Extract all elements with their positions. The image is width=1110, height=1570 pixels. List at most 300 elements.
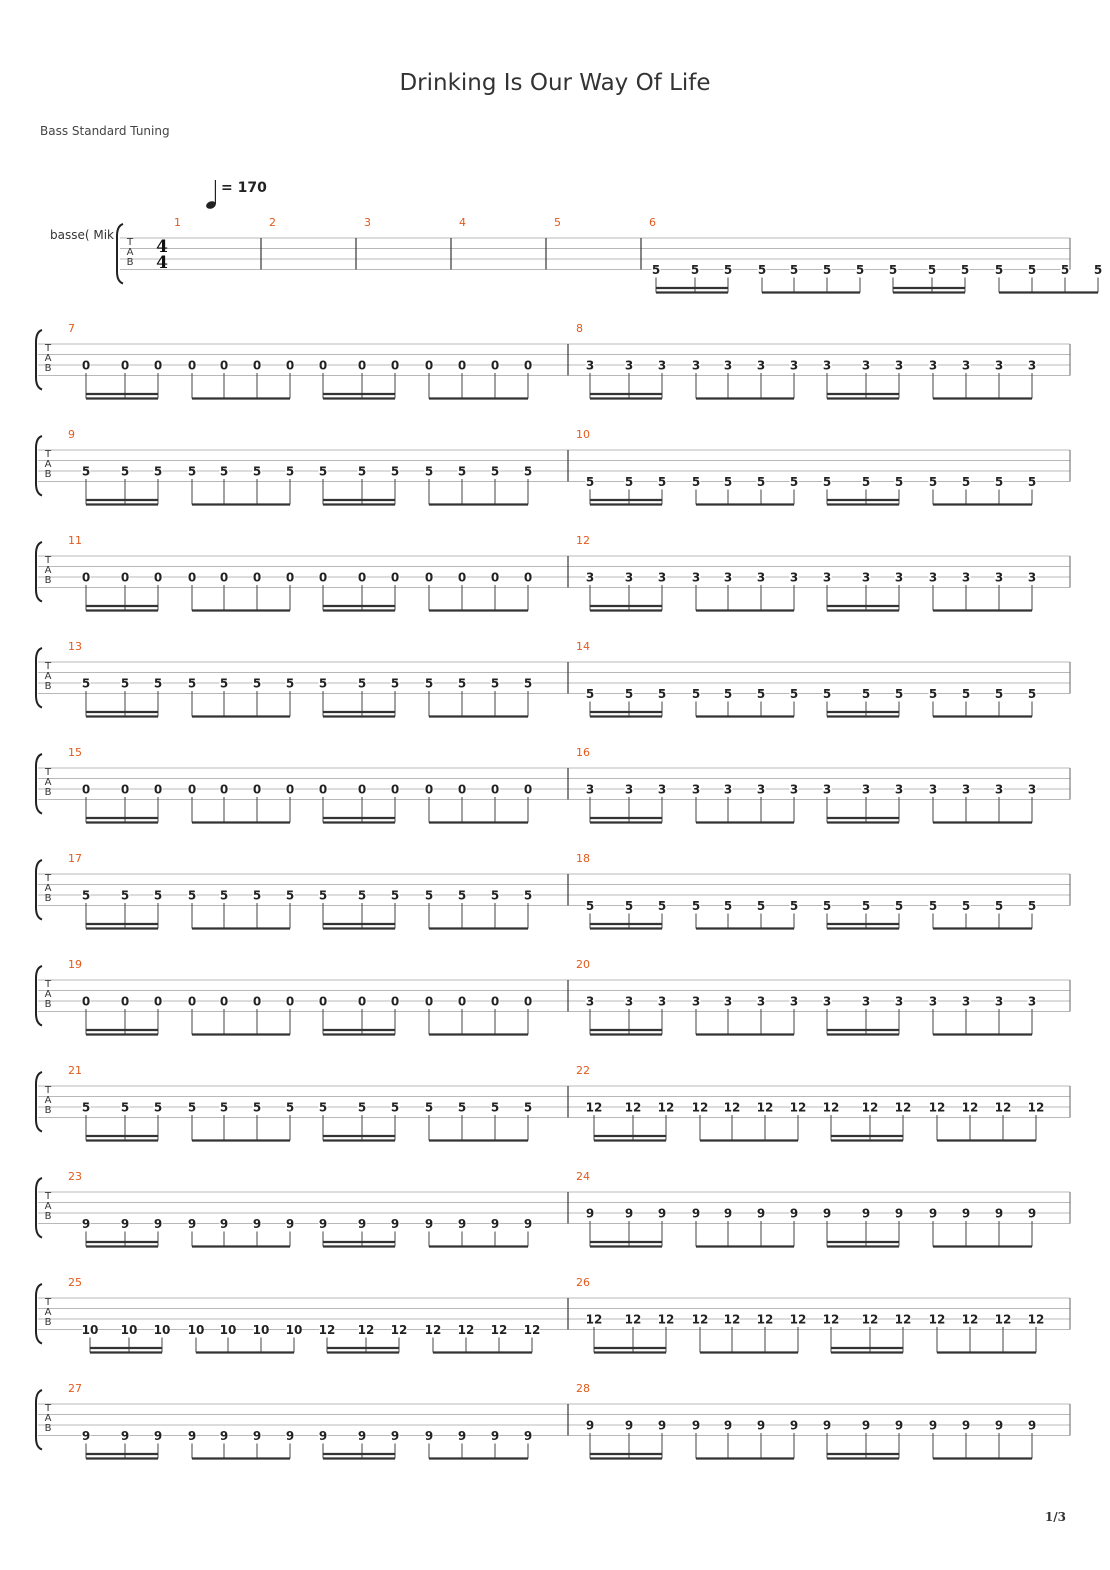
fret-number: 9 xyxy=(894,1418,904,1433)
fret-number: 5 xyxy=(457,888,467,903)
fret-number: 5 xyxy=(120,464,130,479)
fret-number: 3 xyxy=(861,782,871,797)
fret-number: 3 xyxy=(928,994,938,1009)
fret-number: 12 xyxy=(657,1100,675,1115)
fret-number: 5 xyxy=(1027,475,1037,489)
page-number: 1/3 xyxy=(1044,1510,1066,1524)
fret-number: 5 xyxy=(657,475,667,489)
system-bracket xyxy=(36,330,42,390)
measure-number: 26 xyxy=(576,1276,590,1289)
fret-number: 5 xyxy=(861,687,871,701)
fret-number: 9 xyxy=(457,1429,467,1443)
fret-number: 5 xyxy=(1027,687,1037,701)
fret-number: 3 xyxy=(789,358,799,373)
fret-number: 0 xyxy=(523,570,533,585)
system-bracket xyxy=(36,860,42,920)
fret-number: 9 xyxy=(252,1217,262,1231)
fret-number: 9 xyxy=(424,1217,434,1231)
fret-number: 12 xyxy=(861,1312,879,1327)
fret-number: 0 xyxy=(285,358,295,373)
system-bracket xyxy=(36,966,42,1026)
fret-number: 12 xyxy=(723,1312,741,1327)
fret-number: 0 xyxy=(457,358,467,373)
fret-number: 5 xyxy=(961,899,971,913)
fret-number: 0 xyxy=(153,994,163,1009)
fret-number: 9 xyxy=(490,1429,500,1443)
tab-clef-letter: B xyxy=(44,575,52,586)
fret-number: 5 xyxy=(285,676,295,691)
fret-number: 5 xyxy=(822,899,832,913)
fret-number: 0 xyxy=(390,994,400,1009)
fret-number: 0 xyxy=(490,782,500,797)
fret-number: 12 xyxy=(691,1100,709,1115)
fret-number: 9 xyxy=(81,1429,91,1443)
tab-clef-letter: T xyxy=(44,555,52,566)
fret-number: 5 xyxy=(357,888,367,903)
fret-number: 5 xyxy=(252,676,262,691)
fret-number: 0 xyxy=(318,994,328,1009)
system-bracket xyxy=(36,1178,42,1238)
fret-number: 9 xyxy=(357,1217,367,1231)
fret-number: 9 xyxy=(756,1206,766,1221)
fret-number: 9 xyxy=(723,1206,733,1221)
tab-clef-letter: A xyxy=(44,777,52,788)
fret-number: 9 xyxy=(523,1429,533,1443)
measure-number: 27 xyxy=(68,1382,82,1395)
system-bracket xyxy=(36,1390,42,1450)
measure-number: 25 xyxy=(68,1276,82,1289)
measure-number: 21 xyxy=(68,1064,82,1077)
fret-number: 5 xyxy=(252,888,262,903)
track-name: basse( Mik xyxy=(50,228,114,242)
fret-number: 5 xyxy=(928,475,938,489)
fret-number: 9 xyxy=(120,1217,130,1231)
fret-number: 5 xyxy=(424,1100,434,1115)
fret-number: 12 xyxy=(585,1312,603,1327)
fret-number: 12 xyxy=(523,1323,541,1337)
tab-clef-letter: A xyxy=(44,671,52,682)
fret-number: 12 xyxy=(1027,1100,1045,1115)
tab-clef-letter: T xyxy=(44,767,52,778)
tab-clef-letter: B xyxy=(44,681,52,692)
measure-number: 28 xyxy=(576,1382,590,1395)
fret-number: 12 xyxy=(822,1100,840,1115)
fret-number: 3 xyxy=(822,570,832,585)
measure-number: 13 xyxy=(68,640,82,653)
fret-number: 5 xyxy=(894,475,904,489)
fret-number: 5 xyxy=(285,1100,295,1115)
fret-number: 5 xyxy=(585,687,595,701)
tab-clef-letter: T xyxy=(44,343,52,354)
fret-number: 9 xyxy=(961,1206,971,1221)
fret-number: 12 xyxy=(390,1323,408,1337)
fret-number: 3 xyxy=(756,994,766,1009)
fret-number: 9 xyxy=(894,1206,904,1221)
fret-number: 0 xyxy=(357,782,367,797)
fret-number: 12 xyxy=(894,1100,912,1115)
fret-number: 5 xyxy=(120,888,130,903)
fret-number: 5 xyxy=(690,263,700,277)
fret-number: 9 xyxy=(756,1418,766,1433)
fret-number: 3 xyxy=(657,994,667,1009)
measure-number: 20 xyxy=(576,958,590,971)
fret-number: 5 xyxy=(120,1100,130,1115)
fret-number: 5 xyxy=(961,687,971,701)
fret-number: 3 xyxy=(624,358,634,373)
fret-number: 9 xyxy=(318,1217,328,1231)
fret-number: 12 xyxy=(994,1312,1012,1327)
fret-number: 9 xyxy=(789,1418,799,1433)
fret-number: 3 xyxy=(691,358,701,373)
fret-number: 5 xyxy=(285,464,295,479)
fret-number: 3 xyxy=(822,782,832,797)
fret-number: 3 xyxy=(585,782,595,797)
fret-number: 5 xyxy=(822,475,832,489)
fret-number: 3 xyxy=(789,782,799,797)
fret-number: 10 xyxy=(81,1323,99,1337)
fret-number: 9 xyxy=(219,1217,229,1231)
fret-number: 0 xyxy=(523,782,533,797)
fret-number: 10 xyxy=(153,1323,171,1337)
fret-number: 3 xyxy=(691,994,701,1009)
fret-number: 12 xyxy=(624,1100,642,1115)
fret-number: 12 xyxy=(756,1100,774,1115)
fret-number: 0 xyxy=(187,994,197,1009)
fret-number: 9 xyxy=(457,1217,467,1231)
fret-number: 5 xyxy=(153,888,163,903)
tab-clef-letter: T xyxy=(44,1297,52,1308)
fret-number: 12 xyxy=(490,1323,508,1337)
fret-number: 0 xyxy=(187,570,197,585)
tab-clef-letter: B xyxy=(44,1423,52,1434)
tab-clef-letter: A xyxy=(44,459,52,470)
fret-number: 12 xyxy=(1027,1312,1045,1327)
fret-number: 3 xyxy=(994,994,1004,1009)
tab-clef-letter: A xyxy=(44,1413,52,1424)
measure-number: 17 xyxy=(68,852,82,865)
fret-number: 3 xyxy=(657,358,667,373)
fret-number: 5 xyxy=(153,1100,163,1115)
fret-number: 5 xyxy=(994,687,1004,701)
fret-number: 12 xyxy=(756,1312,774,1327)
fret-number: 5 xyxy=(424,676,434,691)
fret-number: 0 xyxy=(318,358,328,373)
fret-number: 9 xyxy=(585,1418,595,1433)
fret-number: 5 xyxy=(624,899,634,913)
tab-clef-letter: B xyxy=(126,257,134,268)
fret-number: 12 xyxy=(789,1312,807,1327)
fret-number: 5 xyxy=(994,475,1004,489)
tab-clef-letter: A xyxy=(44,1307,52,1318)
fret-number: 5 xyxy=(318,464,328,479)
fret-number: 0 xyxy=(285,994,295,1009)
fret-number: 10 xyxy=(219,1323,237,1337)
tab-clef-letter: A xyxy=(44,353,52,364)
fret-number: 3 xyxy=(657,782,667,797)
tab-clef-letter: B xyxy=(44,469,52,480)
fret-number: 0 xyxy=(318,570,328,585)
fret-number: 0 xyxy=(252,570,262,585)
fret-number: 5 xyxy=(928,899,938,913)
fret-number: 3 xyxy=(961,570,971,585)
fret-number: 12 xyxy=(861,1100,879,1115)
fret-number: 5 xyxy=(723,263,733,277)
fret-number: 12 xyxy=(357,1323,375,1337)
fret-number: 5 xyxy=(457,1100,467,1115)
system-bracket xyxy=(36,754,42,814)
fret-number: 5 xyxy=(691,899,701,913)
fret-number: 0 xyxy=(81,994,91,1009)
fret-number: 3 xyxy=(994,570,1004,585)
fret-number: 9 xyxy=(822,1206,832,1221)
fret-number: 0 xyxy=(120,570,130,585)
fret-number: 5 xyxy=(888,263,898,277)
fret-number: 5 xyxy=(961,475,971,489)
fret-number: 0 xyxy=(318,782,328,797)
fret-number: 3 xyxy=(861,358,871,373)
fret-number: 5 xyxy=(120,676,130,691)
fret-number: 12 xyxy=(624,1312,642,1327)
fret-number: 9 xyxy=(490,1217,500,1231)
fret-number: 0 xyxy=(219,570,229,585)
fret-number: 3 xyxy=(585,570,595,585)
fret-number: 5 xyxy=(789,899,799,913)
fret-number: 5 xyxy=(651,263,661,277)
fret-number: 0 xyxy=(390,570,400,585)
fret-number: 3 xyxy=(723,358,733,373)
fret-number: 12 xyxy=(691,1312,709,1327)
fret-number: 5 xyxy=(1027,899,1037,913)
measure-number: 15 xyxy=(68,746,82,759)
system-bracket xyxy=(36,1284,42,1344)
fret-number: 3 xyxy=(861,994,871,1009)
fret-number: 3 xyxy=(928,570,938,585)
fret-number: 12 xyxy=(457,1323,475,1337)
fret-number: 3 xyxy=(657,570,667,585)
fret-number: 12 xyxy=(961,1100,979,1115)
fret-number: 5 xyxy=(523,464,533,479)
fret-number: 5 xyxy=(390,888,400,903)
measure-number: 2 xyxy=(269,216,276,229)
fret-number: 3 xyxy=(961,994,971,1009)
fret-number: 5 xyxy=(624,475,634,489)
fret-number: 9 xyxy=(219,1429,229,1443)
fret-number: 3 xyxy=(756,358,766,373)
fret-number: 3 xyxy=(624,782,634,797)
fret-number: 5 xyxy=(219,888,229,903)
fret-number: 5 xyxy=(390,1100,400,1115)
tab-clef-letter: B xyxy=(44,1211,52,1222)
fret-number: 9 xyxy=(285,1217,295,1231)
fret-number: 3 xyxy=(723,994,733,1009)
fret-number: 12 xyxy=(723,1100,741,1115)
fret-number: 9 xyxy=(994,1418,1004,1433)
fret-number: 0 xyxy=(252,994,262,1009)
tuning-label: Bass Standard Tuning xyxy=(40,124,170,138)
tab-clef-letter: B xyxy=(44,1317,52,1328)
fret-number: 9 xyxy=(624,1418,634,1433)
fret-number: 3 xyxy=(861,570,871,585)
fret-number: 5 xyxy=(1027,263,1037,277)
fret-number: 3 xyxy=(691,782,701,797)
tab-clef-letter: T xyxy=(44,1085,52,1096)
tempo-value: = 170 xyxy=(221,180,267,196)
system-bracket xyxy=(36,1072,42,1132)
fret-number: 12 xyxy=(657,1312,675,1327)
fret-number: 3 xyxy=(1027,358,1037,373)
fret-number: 3 xyxy=(789,570,799,585)
measure-number: 16 xyxy=(576,746,590,759)
tab-clef-letter: A xyxy=(44,1201,52,1212)
fret-number: 12 xyxy=(961,1312,979,1327)
fret-number: 0 xyxy=(424,782,434,797)
fret-number: 9 xyxy=(691,1418,701,1433)
fret-number: 3 xyxy=(624,994,634,1009)
song-title: Drinking Is Our Way Of Life xyxy=(399,70,711,96)
fret-number: 0 xyxy=(153,570,163,585)
fret-number: 3 xyxy=(756,570,766,585)
fret-number: 5 xyxy=(723,475,733,489)
tab-clef-letter: B xyxy=(44,787,52,798)
measure-number: 19 xyxy=(68,958,82,971)
fret-number: 9 xyxy=(657,1206,667,1221)
fret-number: 12 xyxy=(994,1100,1012,1115)
fret-number: 5 xyxy=(490,464,500,479)
fret-number: 12 xyxy=(318,1323,336,1337)
fret-number: 0 xyxy=(153,782,163,797)
fret-number: 9 xyxy=(994,1206,1004,1221)
fret-number: 3 xyxy=(894,570,904,585)
fret-number: 10 xyxy=(252,1323,270,1337)
fret-number: 5 xyxy=(390,464,400,479)
fret-number: 5 xyxy=(994,899,1004,913)
fret-number: 5 xyxy=(789,263,799,277)
fret-number: 9 xyxy=(120,1429,130,1443)
fret-number: 5 xyxy=(490,1100,500,1115)
fret-number: 10 xyxy=(187,1323,205,1337)
measure-number: 1 xyxy=(174,216,181,229)
measure-number: 9 xyxy=(68,428,75,441)
measure-number: 23 xyxy=(68,1170,82,1183)
tab-clef-letter: A xyxy=(44,565,52,576)
tab-clef-letter: T xyxy=(126,237,134,248)
measure-number: 12 xyxy=(576,534,590,547)
fret-number: 5 xyxy=(861,899,871,913)
fret-number: 5 xyxy=(490,888,500,903)
time-signature-bottom: 4 xyxy=(156,253,168,273)
fret-number: 0 xyxy=(120,782,130,797)
fret-number: 5 xyxy=(424,464,434,479)
fret-number: 5 xyxy=(789,687,799,701)
fret-number: 5 xyxy=(357,464,367,479)
fret-number: 3 xyxy=(994,782,1004,797)
fret-number: 0 xyxy=(120,994,130,1009)
fret-number: 5 xyxy=(994,263,1004,277)
fret-number: 5 xyxy=(723,899,733,913)
fret-number: 5 xyxy=(187,1100,197,1115)
fret-number: 0 xyxy=(81,358,91,373)
fret-number: 5 xyxy=(691,687,701,701)
fret-number: 5 xyxy=(153,676,163,691)
fret-number: 0 xyxy=(81,570,91,585)
fret-number: 3 xyxy=(894,994,904,1009)
fret-number: 5 xyxy=(624,687,634,701)
fret-number: 9 xyxy=(357,1429,367,1443)
fret-number: 0 xyxy=(523,358,533,373)
tab-clef-letter: B xyxy=(44,1105,52,1116)
fret-number: 9 xyxy=(723,1418,733,1433)
fret-number: 5 xyxy=(928,687,938,701)
fret-number: 5 xyxy=(585,475,595,489)
fret-number: 0 xyxy=(252,358,262,373)
fret-number: 9 xyxy=(928,1418,938,1433)
fret-number: 5 xyxy=(81,1100,91,1115)
fret-number: 9 xyxy=(285,1429,295,1443)
fret-number: 3 xyxy=(691,570,701,585)
fret-number: 0 xyxy=(390,358,400,373)
fret-number: 9 xyxy=(691,1206,701,1221)
fret-number: 9 xyxy=(861,1206,871,1221)
tab-clef-letter: T xyxy=(44,979,52,990)
tab-clef-letter: A xyxy=(44,883,52,894)
fret-number: 0 xyxy=(357,358,367,373)
fret-number: 5 xyxy=(81,464,91,479)
fret-number: 9 xyxy=(1027,1418,1037,1433)
measure-number: 4 xyxy=(459,216,466,229)
measure-number: 22 xyxy=(576,1064,590,1077)
fret-number: 5 xyxy=(1093,263,1103,277)
fret-number: 5 xyxy=(187,464,197,479)
measure-number: 11 xyxy=(68,534,82,547)
fret-number: 9 xyxy=(961,1418,971,1433)
fret-number: 5 xyxy=(1060,263,1070,277)
fret-number: 9 xyxy=(318,1429,328,1443)
fret-number: 5 xyxy=(894,687,904,701)
fret-number: 5 xyxy=(424,888,434,903)
fret-number: 10 xyxy=(120,1323,138,1337)
fret-number: 12 xyxy=(928,1312,946,1327)
fret-number: 5 xyxy=(187,888,197,903)
fret-number: 5 xyxy=(822,687,832,701)
fret-number: 0 xyxy=(357,570,367,585)
fret-number: 5 xyxy=(723,687,733,701)
fret-number: 0 xyxy=(457,994,467,1009)
fret-number: 0 xyxy=(424,358,434,373)
fret-number: 5 xyxy=(657,687,667,701)
fret-number: 0 xyxy=(219,358,229,373)
system-bracket xyxy=(117,224,123,284)
fret-number: 3 xyxy=(822,994,832,1009)
tab-clef-letter: A xyxy=(126,247,134,258)
fret-number: 5 xyxy=(81,888,91,903)
fret-number: 12 xyxy=(928,1100,946,1115)
measure-number: 7 xyxy=(68,322,75,335)
tab-clef-letter: B xyxy=(44,999,52,1010)
fret-number: 9 xyxy=(390,1217,400,1231)
fret-number: 3 xyxy=(624,570,634,585)
measure-number: 5 xyxy=(554,216,561,229)
fret-number: 12 xyxy=(822,1312,840,1327)
fret-number: 0 xyxy=(187,358,197,373)
fret-number: 3 xyxy=(756,782,766,797)
fret-number: 12 xyxy=(585,1100,603,1115)
fret-number: 3 xyxy=(585,994,595,1009)
system-bracket xyxy=(36,436,42,496)
measure-number: 24 xyxy=(576,1170,590,1183)
fret-number: 3 xyxy=(961,782,971,797)
fret-number: 5 xyxy=(523,1100,533,1115)
fret-number: 5 xyxy=(285,888,295,903)
